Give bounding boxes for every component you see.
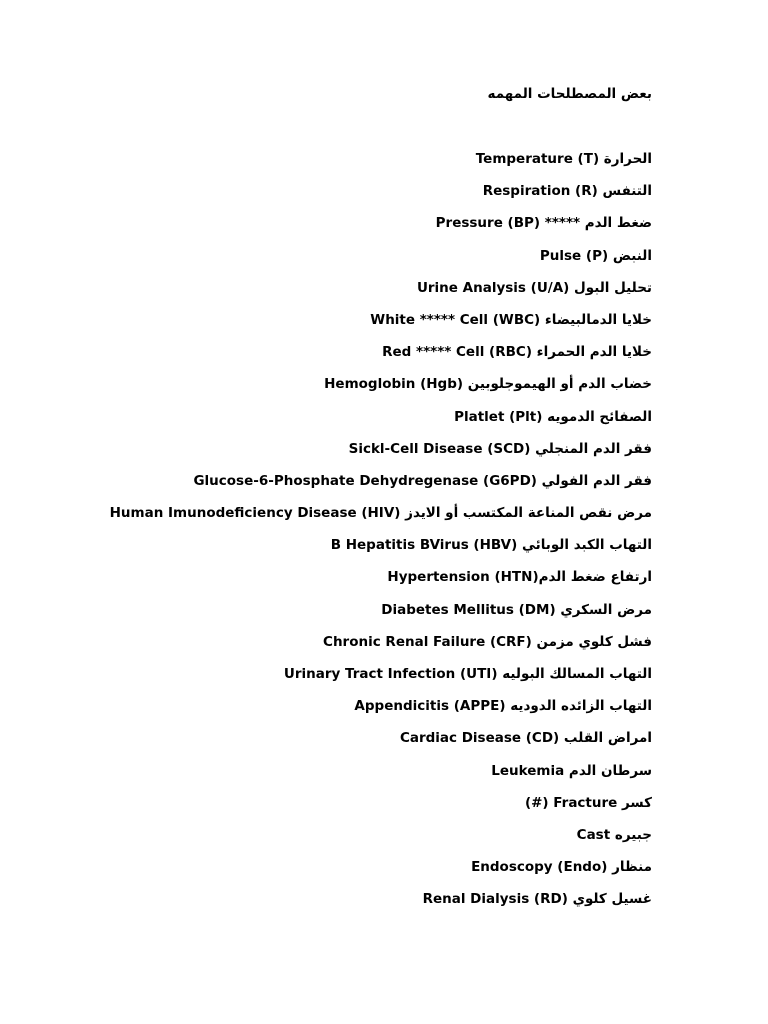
- term-row: [12, 277, 652, 309]
- term-row: [12, 406, 652, 438]
- term-text: التهاب الزائده الدوديه (Appendicitis (APPE: [354, 698, 652, 715]
- term-text: مرض نقص المناعة المكتسب أو الايدز (Human Imunodeficiency Disease (HIV: [109, 505, 652, 522]
- term-row: [12, 824, 652, 856]
- term-row: [12, 212, 652, 244]
- term-text: ارتفاع ضغط الدم(Hypertension (HTN: [387, 569, 652, 586]
- term-text: جبيره Cast: [576, 826, 652, 843]
- term-row: [12, 631, 652, 663]
- term-text: كسر Fracture (#): [524, 794, 652, 811]
- term-row: [12, 180, 652, 212]
- term-row: [12, 245, 652, 277]
- term-text: الحرارة (Temperature (T: [475, 151, 652, 167]
- term-text: خضاب الدم أو الهيموجلوبين (Hemoglobin (Hgb: [324, 376, 652, 393]
- term-row: [12, 663, 652, 695]
- term-row: [12, 792, 652, 824]
- term-list: [12, 148, 652, 921]
- term-text: التهاب الكبد الوبائي (B Hepatitis BVirus (HBV: [330, 537, 652, 554]
- term-text: الصفائح الدمويه (Platlet (Plt: [454, 408, 652, 425]
- term-text: خلايا الدمالبيضاء (White ***** Cell (WBC: [370, 311, 652, 328]
- term-text: فقر الدم الفولي (Glucose-6-Phosphate Dehydregenase (G6PD: [193, 472, 652, 489]
- term-text: التنفس (Respiration (R: [482, 183, 652, 200]
- term-row: [12, 309, 652, 341]
- document-title: بعض المصطلحات المهمه: [487, 86, 652, 102]
- term-text: غسيل كلوي (Renal Dialysis (RD: [422, 891, 652, 908]
- term-text: مرض السكري (Diabetes Mellitus (DM: [381, 601, 652, 618]
- term-row: [12, 373, 652, 405]
- term-row: [12, 438, 652, 470]
- term-row: [12, 727, 652, 759]
- term-row: [12, 341, 652, 373]
- term-row: [12, 599, 652, 631]
- term-row: [12, 502, 652, 534]
- term-text: ضغط الدم ***** (Pressure (BP: [435, 215, 652, 232]
- term-text: سرطان الدم Leukemia: [491, 762, 652, 779]
- term-row: [12, 695, 652, 727]
- term-text: امراض القلب (Cardiac Disease (CD: [399, 730, 652, 747]
- term-text: النبض (Pulse (P: [539, 247, 652, 264]
- term-row: [12, 148, 652, 180]
- term-text: منظار (Endoscopy (Endo: [471, 859, 652, 876]
- term-row: [12, 888, 652, 920]
- term-text: فشل كلوي مزمن (Chronic Renal Failure (CRF: [323, 633, 652, 650]
- term-row: [12, 534, 652, 566]
- term-row: [12, 856, 652, 888]
- term-row: [12, 470, 652, 502]
- term-text: التهاب المسالك البوليه (Urinary Tract Infection (UTI: [283, 666, 652, 682]
- term-text: خلايا الدم الحمراء (Red ***** Cell (RBC: [382, 344, 652, 361]
- term-row: [12, 760, 652, 792]
- term-text: تحليل البول (Urine Analysis (U/A: [416, 279, 652, 296]
- term-row: [12, 566, 652, 598]
- term-text: فقر الدم المنجلي (Sickl-Cell Disease (SCD: [348, 440, 652, 457]
